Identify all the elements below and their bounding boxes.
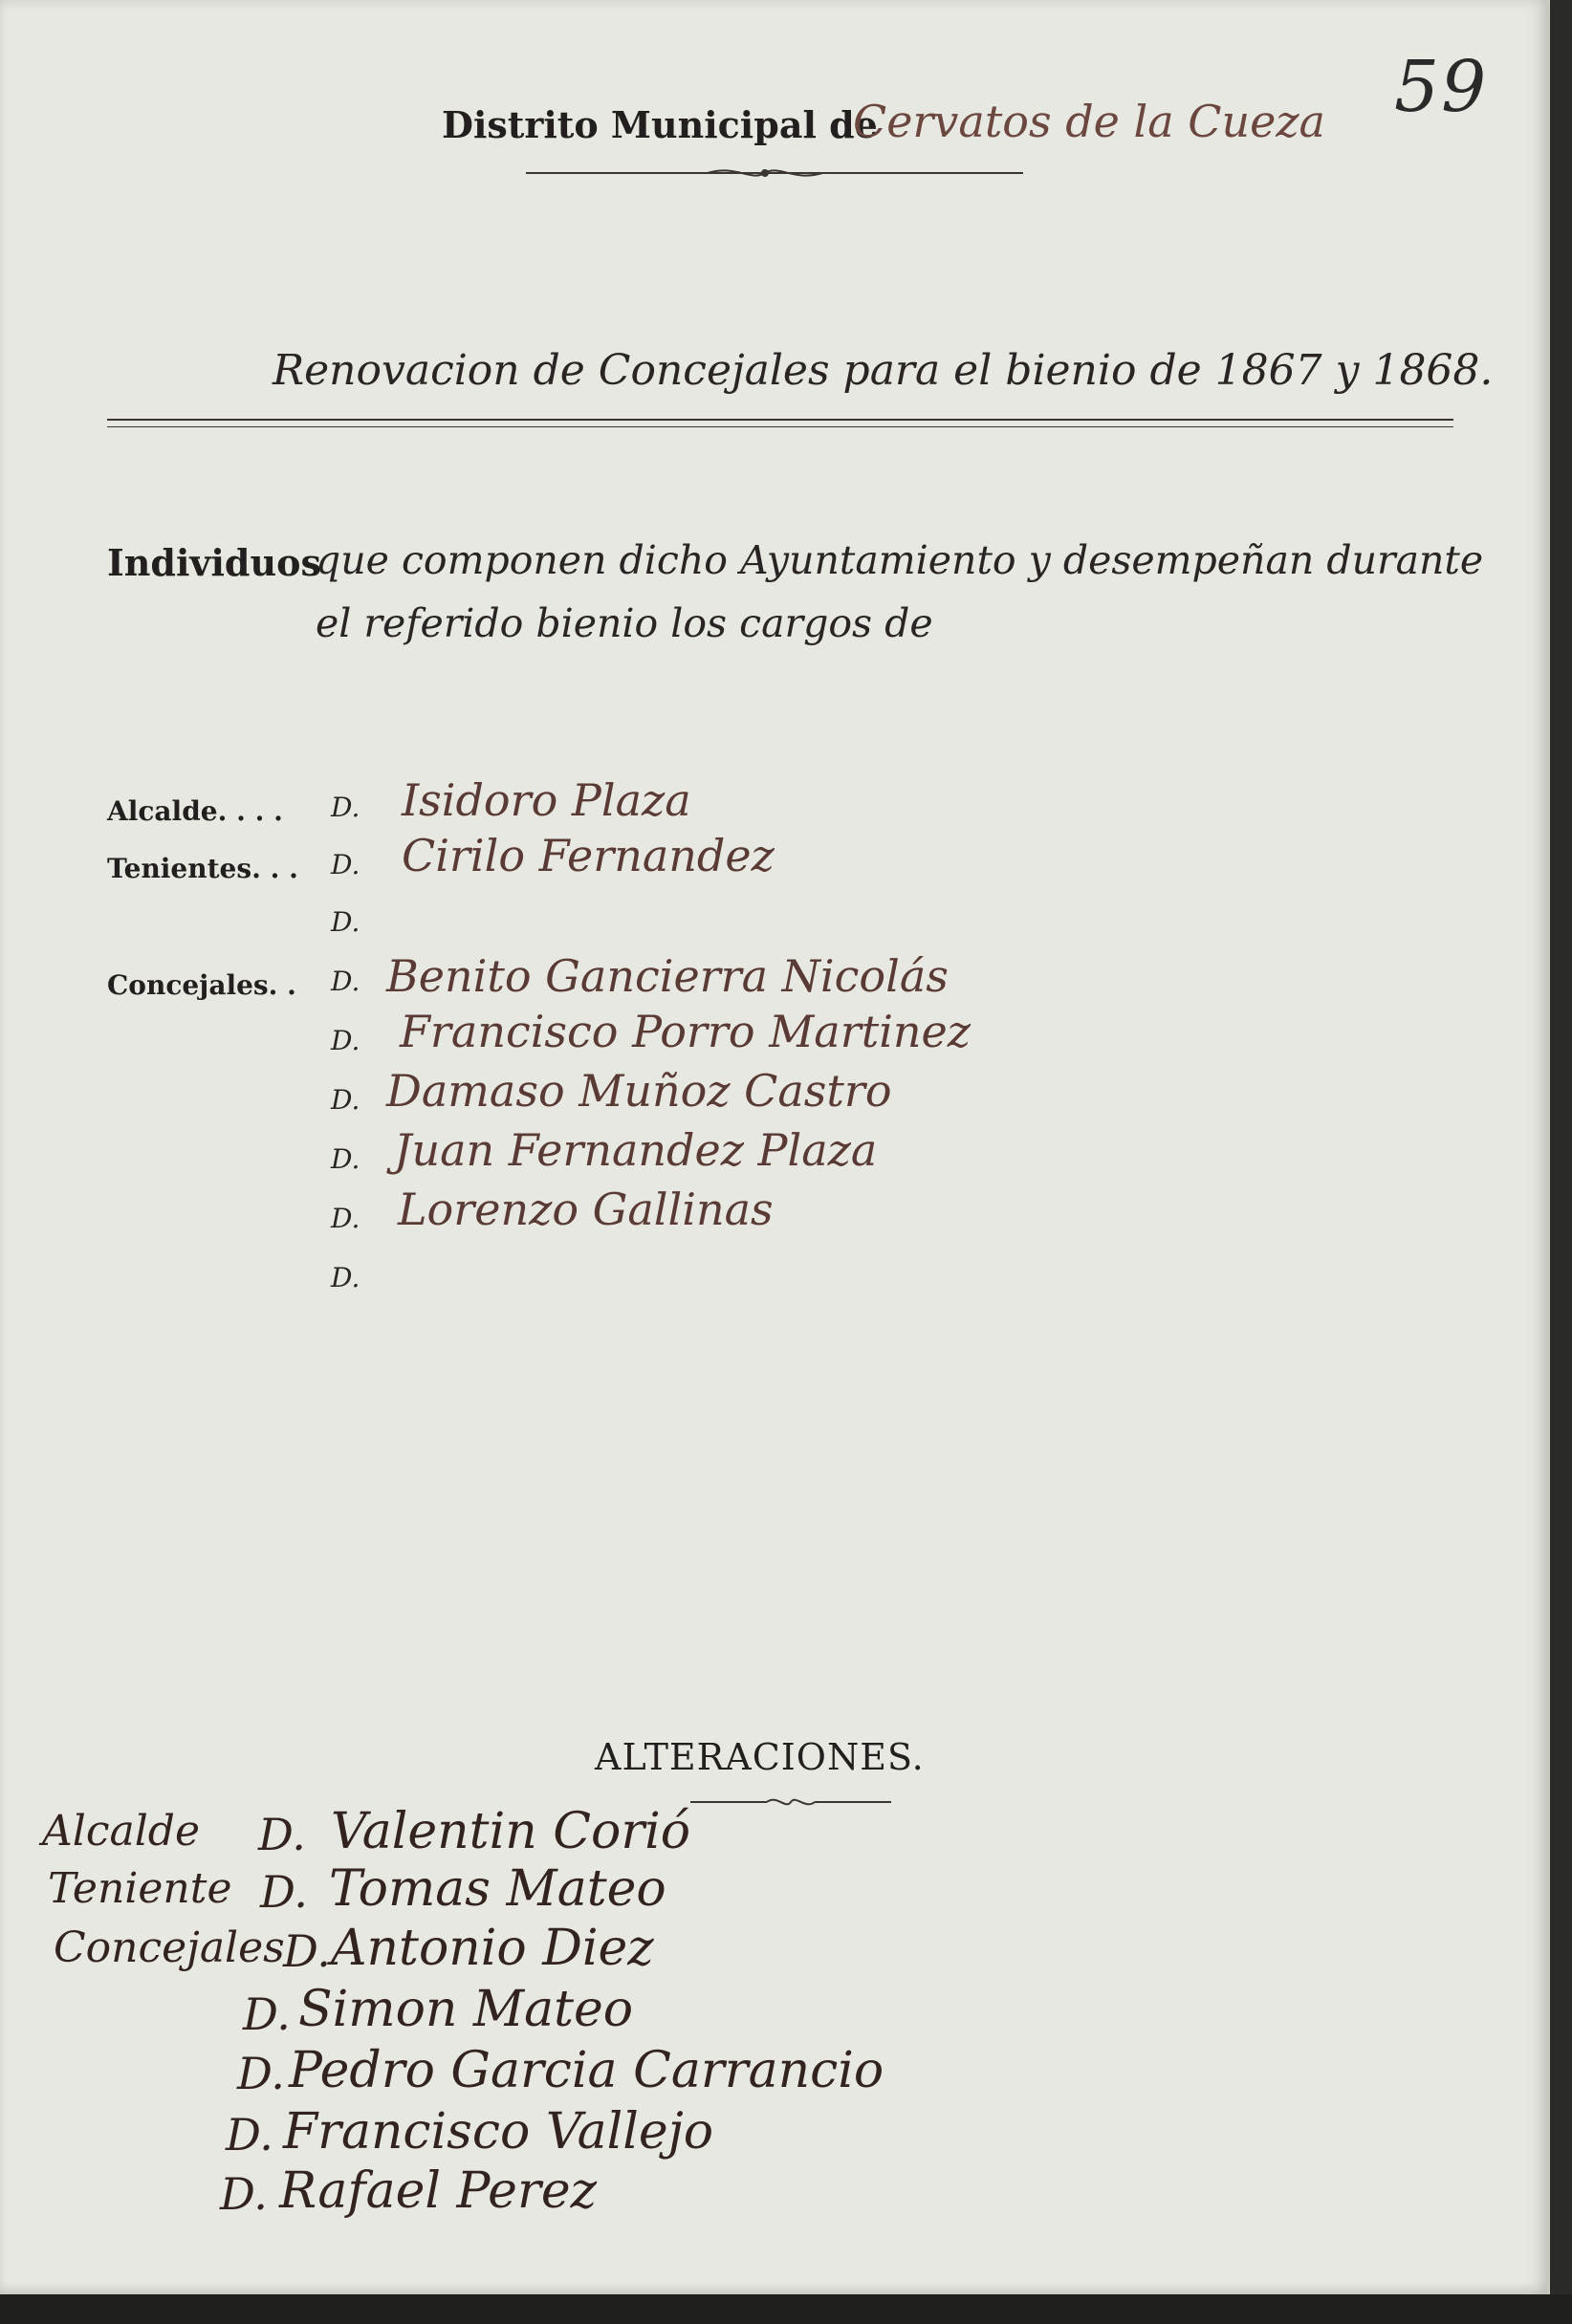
d-prefix: D. <box>331 1203 360 1234</box>
alt-concejal-name-5: Rafael Perez <box>279 2162 597 2220</box>
alt-concejal-name-3: Pedro Garcia Carrancio <box>289 2042 884 2099</box>
concejal-name-5: Lorenzo Gallinas <box>398 1184 774 1235</box>
alt-teniente-name: Tomas Mateo <box>329 1860 666 1918</box>
ornament-icon <box>698 163 832 184</box>
intro-line-2: el referido bienio los cargos de <box>316 600 933 646</box>
alt-concejal-name-1: Antonio Diez <box>331 1920 654 1977</box>
district-label: Distrito Municipal de <box>442 103 878 146</box>
alt-concejal-name-2: Simon Mateo <box>298 1981 634 2038</box>
d-prefix: D. <box>331 1143 360 1175</box>
d-prefix: D. <box>260 1866 308 1918</box>
d-prefix: D. <box>220 2168 268 2220</box>
alt-concejal-name-4: Francisco Vallejo <box>283 2103 714 2161</box>
alt-alcalde-label: Alcalde <box>42 1807 200 1856</box>
alt-teniente-label: Teniente <box>48 1864 232 1913</box>
intro-lead: Individuos <box>107 541 321 584</box>
d-prefix: D. <box>331 966 360 997</box>
d-prefix: D. <box>331 849 360 880</box>
d-prefix: D. <box>331 792 360 823</box>
alt-alcalde-name: Valentin Corió <box>331 1803 691 1860</box>
scan-border <box>0 2294 1572 2324</box>
title-rule-top <box>107 419 1453 421</box>
d-prefix: D. <box>331 1025 360 1056</box>
folio-number: 59 <box>1394 46 1489 128</box>
d-prefix: D. <box>331 906 360 938</box>
alcalde-label: Alcalde. . . . <box>107 795 283 827</box>
ornament-icon <box>690 1792 891 1813</box>
title-rule-bottom <box>107 426 1453 427</box>
d-prefix: D. <box>283 1925 331 1977</box>
d-prefix: D. <box>243 1988 291 2040</box>
district-name: Cervatos de la Cueza <box>853 96 1325 147</box>
alteraciones-heading: ALTERACIONES. <box>595 1736 925 1778</box>
d-prefix: D. <box>226 2109 273 2161</box>
concejal-name-4: Juan Fernandez Plaza <box>394 1124 878 1176</box>
teniente-name-1: Cirilo Fernandez <box>402 830 775 881</box>
alcalde-name: Isidoro Plaza <box>402 774 691 826</box>
concejal-name-2: Francisco Porro Martinez <box>400 1006 971 1057</box>
d-prefix: D. <box>331 1084 360 1116</box>
d-prefix: D. <box>331 1262 360 1293</box>
concejal-name-1: Benito Gancierra Nicolás <box>386 950 949 1002</box>
concejales-label: Concejales. . <box>107 969 296 1001</box>
document-title: Renovacion de Concejales para el bienio de 1867 y 1868. <box>273 346 1494 395</box>
d-prefix: D. <box>258 1809 306 1860</box>
tenientes-label: Tenientes. . . <box>107 853 298 884</box>
concejal-name-3: Damaso Muñoz Castro <box>386 1065 892 1117</box>
alt-concejales-label: Concejales <box>54 1923 285 1972</box>
d-prefix: D. <box>237 2048 285 2099</box>
intro-line-1: que componen dicho Ayuntamiento y desempeñan durante <box>316 537 1484 583</box>
